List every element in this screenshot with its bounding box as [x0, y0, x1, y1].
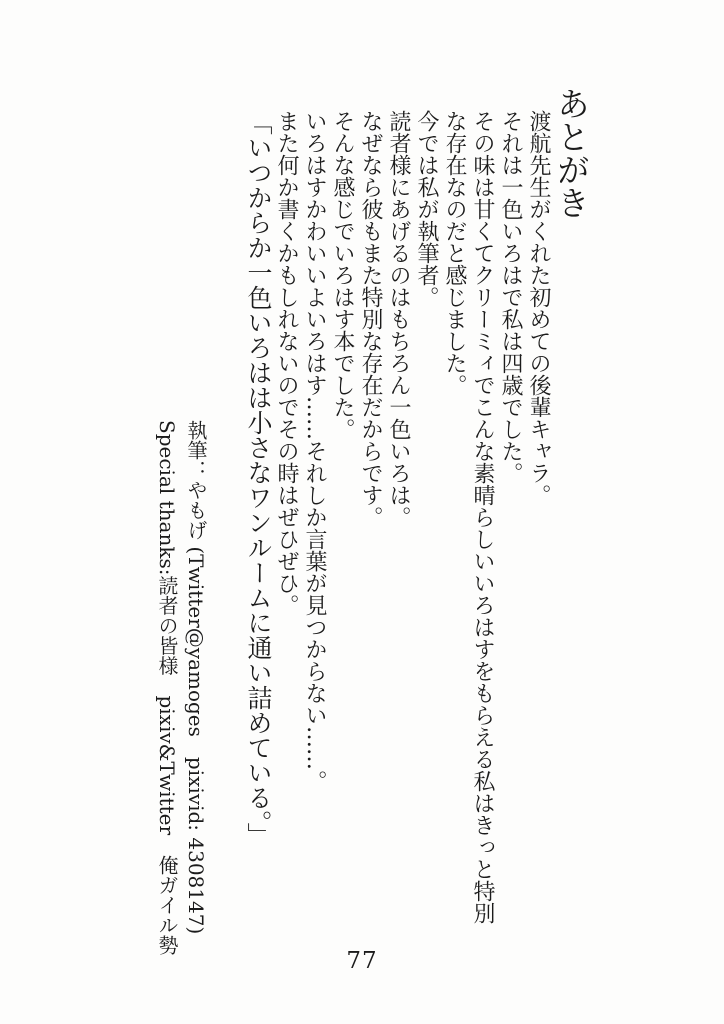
credit-line-thanks: Special thanks:読者の皆様 pixiv&Twitter 俺ガイル勢	[155, 420, 179, 956]
body-line: そんな感じでいろはす本でした。	[330, 110, 355, 440]
body-line: 渡航先生がくれた初めての後輩キャラ。	[526, 110, 551, 506]
vertical-text-block	[152, 87, 627, 956]
body-line: なぜなら彼もまた特別な存在だからです。	[358, 110, 383, 528]
body-line: また何か書くかもしれないのでその時はぜひぜひ。	[274, 110, 299, 616]
page-title: あとがき	[552, 87, 591, 219]
credits	[152, 87, 210, 956]
body-line: 読者様にあげるのはもちろん一色いろは。	[386, 110, 411, 528]
body-line: いろはすかわいいよいろはす……それしか言葉が見つからない……。	[302, 110, 327, 792]
body-line: な存在なのだと感じました。	[442, 110, 467, 396]
closing-quote-line: 「いつからか一色いろはは小さなワンルームに通い詰めている。」	[244, 110, 273, 848]
page-number: 77	[346, 948, 378, 974]
credit-line-author: 執筆：やもげ (Twitter@yamoges pixivid: 4308147)	[184, 420, 208, 935]
body-line: その味は甘くてクリーミィでこんな素晴らしいいろはすをもらえる私はきっと特別	[470, 110, 495, 924]
body-line: それは一色いろはで私は四歳でした。	[498, 110, 523, 484]
body-text	[244, 87, 552, 924]
body-line: 今では私が執筆者。	[414, 110, 439, 308]
